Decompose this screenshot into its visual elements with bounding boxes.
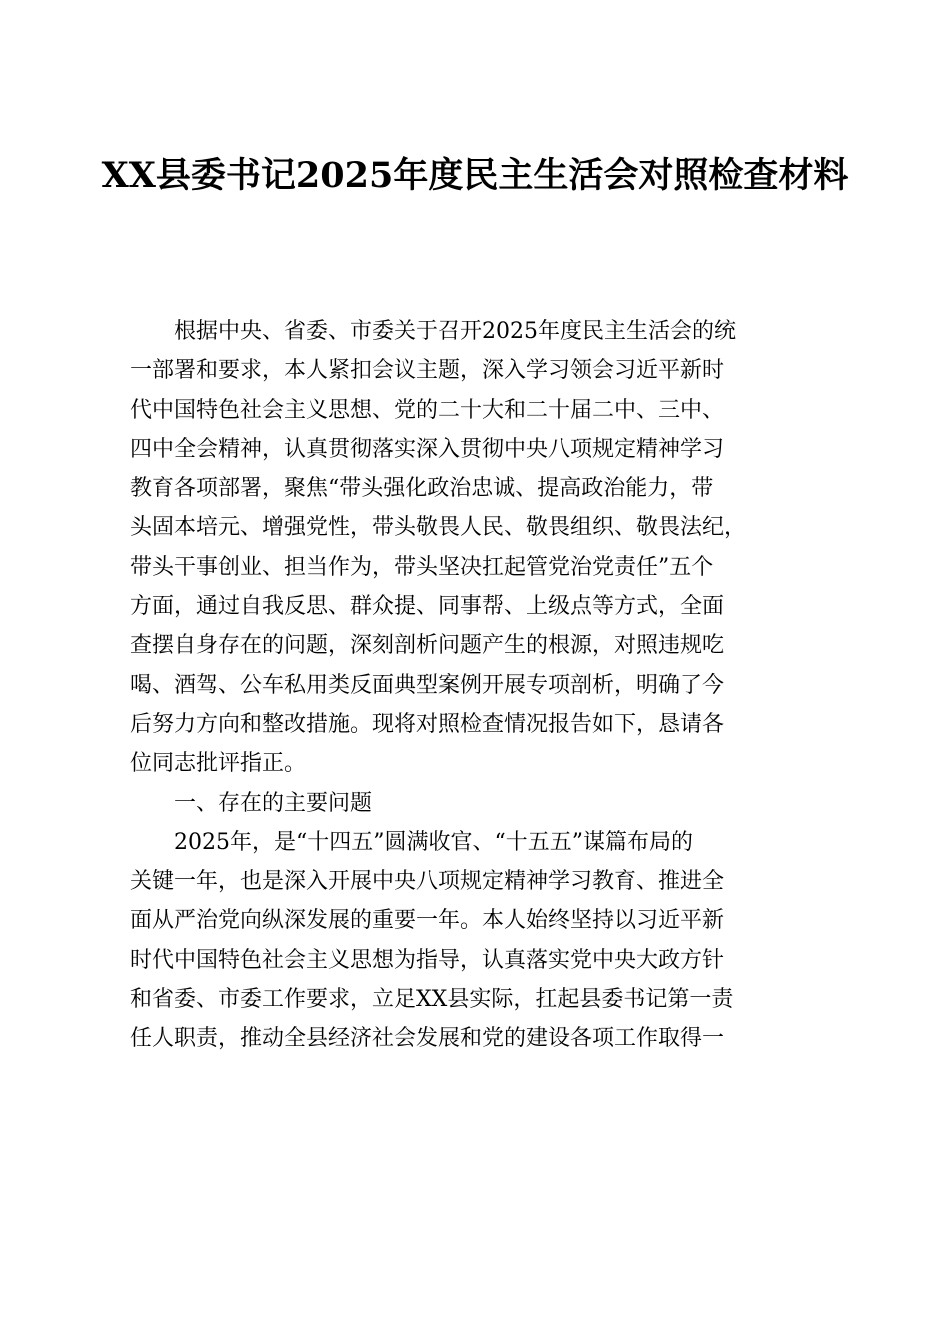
- section-paragraph: 2025年，是“十四五”圆满收官、“十五五”谋篇布局的 关键一年，也是深入开展中央八项规定精神学习教育、推进全 面从严治党向纵深发展的重要一年。本人始终坚持以习近平新 时代中国特色社会主义思想为指导，认真落实党中央大政方针 和省委、市委工作要求，立足XX县实际，扛起县委书记第一责 任人职责，推动全县经济社会发展和党的建设各项工作取得一: [130, 829, 734, 1052]
- document-body: [130, 312, 830, 1059]
- section-heading-main-problems: 一、存在的主要问题: [174, 790, 373, 816]
- document-title: XX县委书记2025年度民主生活会对照检查材料: [101, 155, 849, 196]
- intro-paragraph: 根据中央、省委、市委关于召开2025年度民主生活会的统 一部署和要求，本人紧扣会议主题，深入学习领会习近平新时 代中国特色社会主义思想、党的二十大和二十届二中、三中、 四中全会精神，认真贯彻落实深入贯彻中央八项规定精神学习 教育各项部署，聚焦“带头强化政治忠诚、提高政治能力，带 头固本培元、增强党性，带头敬畏人民、敬畏组织、敬畏法纪， 带头干事创业、担当作为，带头坚决扛起管党治党责任”五个 方面，通过自我反思、群众提、同事帮、上级点等方式，全面 查摆自身存在的问题，深刻剖析问题产生的根源，对照违规吃 喝、酒驾、公车私用类反面典型案例开展专项剖析，明确了今 后努力方向和整改措施。现将对照检查情况报告如下，恳请各 位同志批评指正。: [130, 319, 747, 777]
